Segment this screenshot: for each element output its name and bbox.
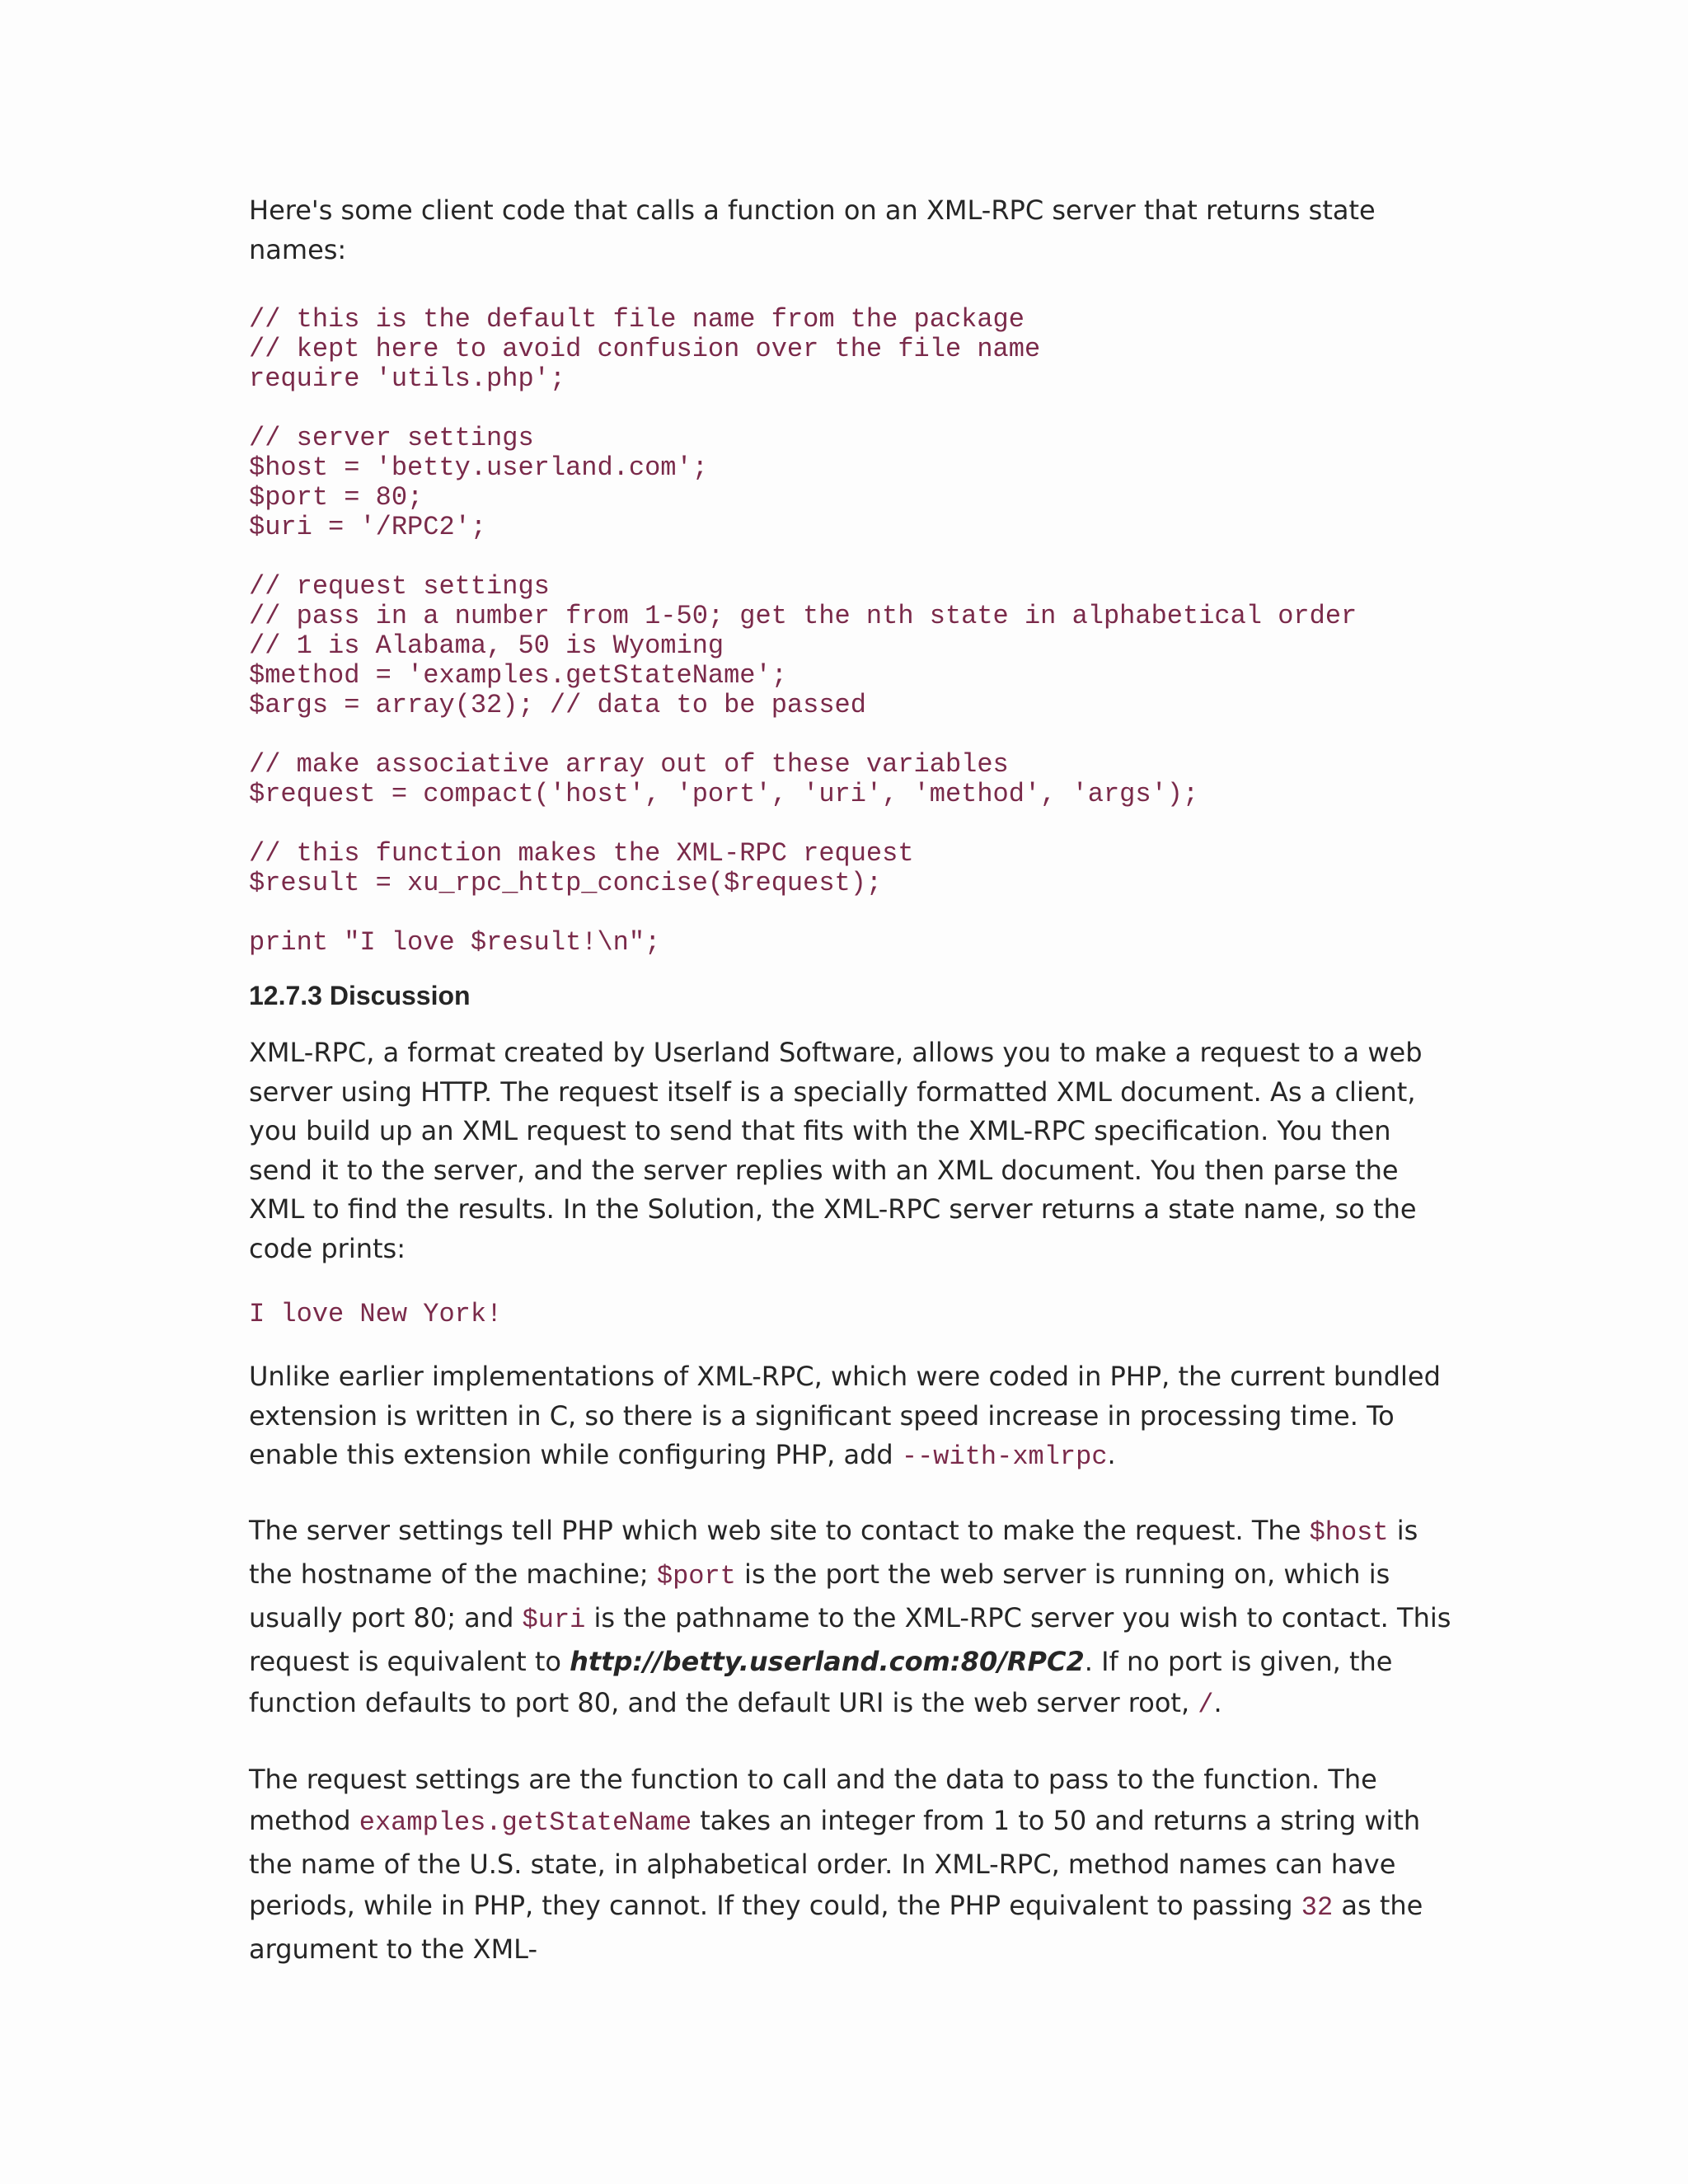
discussion-paragraph-4 [249,1759,1452,1970]
p3-text-5: . If no port is given, the function defaults to port 80, and the default URI is the web server root, [249,1645,1393,1718]
code-block-gap [249,394,1452,424]
p3-text-4: is the pathname to the XML-RPC server you wish to contact. This request is equivalent to [249,1601,1451,1677]
p3-text-6: . [1213,1686,1222,1718]
code-line: // pass in a number from 1-50; get the nth state in alphabetical order [249,601,1357,631]
code-line: $args = array(32); // data to be passed [249,690,866,720]
code-line: // request settings [249,571,550,602]
inline-code-32: 32 [1301,1891,1334,1923]
code-block [249,839,1452,898]
code-block-gap [249,809,1452,839]
code-block [249,305,1452,394]
code-line: $host = 'betty.userland.com'; [249,452,708,483]
code-listing [249,305,1452,958]
code-line: $uri = '/RPC2'; [249,512,487,542]
code-line: $port = 80; [249,482,424,513]
code-line: $request = compact('host', 'port', 'uri', 'method', 'args'); [249,779,1199,809]
section-heading: 12.7.3 Discussion [249,981,471,1010]
inline-code-method-name: examples.getStateName [359,1807,692,1838]
code-block-gap [249,542,1452,572]
code-block [249,928,1452,958]
discussion-paragraph-2 [249,1357,1452,1477]
code-line: $result = xu_rpc_http_concise($request); [249,868,883,898]
discussion-paragraph-3 [249,1510,1452,1726]
p3-text-3: is the port the web server is running on, which is usually port 80; and [249,1558,1390,1633]
code-line: // kept here to avoid confusion over the file name [249,334,1041,364]
p3-text-2: is the hostname of the machine; [249,1514,1418,1590]
p3-text-1: The server settings tell PHP which web site to contact to make the request. The [249,1514,1310,1546]
p2-text-2: . [1107,1439,1116,1470]
p4-text-1: The request settings are the function to call and the data to pass to the function. The method [249,1763,1377,1836]
code-line: require 'utils.php'; [249,363,566,394]
code-line: // this function makes the XML-RPC request [249,838,914,869]
code-block [249,424,1452,542]
code-block [249,750,1452,809]
code-block-gap [249,898,1452,928]
inline-code-host: $host [1309,1516,1389,1548]
p4-text-2: takes an integer from 1 to 50 and returns a string with the name of the U.S. state, in alphabetical order. In XML-RPC, method names can have periods, while in PHP, they cannot. If they could, the PHP equivalent to passing [249,1804,1421,1921]
inline-code-port: $port [656,1560,736,1591]
inline-code-with-xmlrpc: --with-xmlrpc [901,1441,1108,1472]
code-output: I love New York! [249,1299,503,1329]
page-content [249,191,1452,1970]
p4-text-3: as the argument to the XML- [249,1889,1423,1965]
discussion-paragraph-1: XML-RPC, a format created by Userland Software, allows you to make a request to a web server using HTTP. The request itself is a specially formatted XML document. As a client, you build up an XML request to send that fits with the XML-RPC specification. You then send it to the server, and the server replies with an XML document. You then parse the XML to find the results. In the Solution, the XML-RPC server returns a state name, so the code prints: [249,1037,1423,1264]
code-line: // make associative array out of these variables [249,749,1009,780]
code-line: // server settings [249,423,534,453]
inline-code-uri: $uri [522,1604,586,1635]
code-line: print "I love $result!\n"; [249,927,661,958]
inline-code-root: / [1198,1689,1214,1720]
intro-paragraph: Here's some client code that calls a function on an XML-RPC server that returns state names: [249,194,1376,265]
code-block [249,572,1452,720]
code-block-gap [249,720,1452,750]
code-line: // 1 is Alabama, 50 is Wyoming [249,630,724,661]
request-url: http://betty.userland.com:80/RPC2 [570,1645,1085,1677]
code-line: $method = 'examples.getStateName'; [249,660,787,691]
p2-text-1: Unlike earlier implementations of XML-RPC, which were coded in PHP, the current bundled extension is written in C, so there is a significant speed increase in processing time. To enable this extension while configuring PHP, add [249,1361,1441,1470]
code-line: // this is the default file name from the package [249,304,1025,335]
